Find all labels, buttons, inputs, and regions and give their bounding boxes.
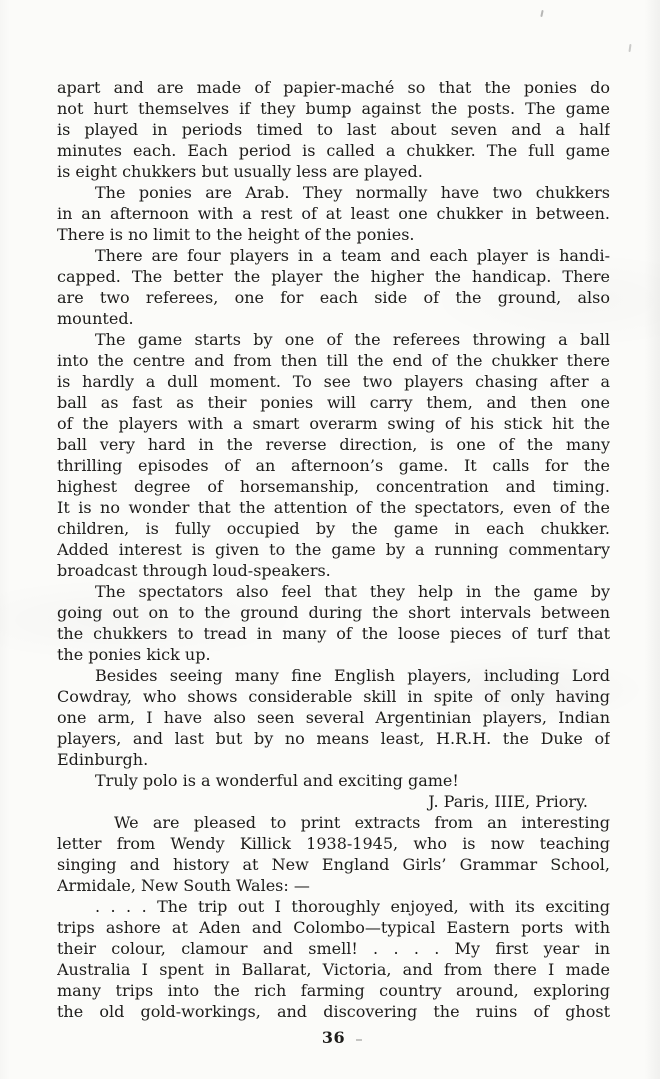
text-line: thrilling episodes of an afternoon’s game. It calls for the bbox=[57, 456, 610, 475]
text-line: Truly polo is a wonderful and exciting game! bbox=[95, 771, 459, 790]
text-line: are two referees, one for each side of the ground, also bbox=[57, 288, 610, 307]
text-line: It is no wonder that the attention of the spectators, even of the bbox=[57, 498, 610, 517]
paragraph bbox=[57, 770, 610, 791]
text-line: trips ashore at Aden and Colombo—typical Eastern ports with bbox=[57, 918, 610, 937]
text-line: into the centre and from then till the end of the chukker there bbox=[57, 351, 610, 370]
text-line: in an afternoon with a rest of at least one chukker in between. bbox=[57, 204, 610, 223]
paragraph bbox=[57, 182, 610, 245]
text-line: capped. The better the player the higher the handicap. There bbox=[57, 267, 610, 286]
text-line: letter from Wendy Killick 1938-1945, who is now teaching bbox=[57, 834, 610, 853]
text-line: the ponies kick up. bbox=[57, 645, 211, 664]
text-line: not hurt themselves if they bump against the posts. The game bbox=[57, 99, 610, 118]
paragraph bbox=[57, 896, 610, 1022]
text-line: mounted. bbox=[57, 309, 134, 328]
text-line: minutes each. Each period is called a chukker. The full game bbox=[57, 141, 610, 160]
paragraph bbox=[57, 812, 610, 896]
page-number: 36 bbox=[321, 1028, 346, 1047]
signature bbox=[57, 791, 610, 812]
text-line: ball as fast as their ponies will carry them, and then one bbox=[57, 393, 610, 412]
text-line: There is no limit to the height of the ponies. bbox=[57, 225, 415, 244]
text-line: players, and last but by no means least, H.R.H. the Duke of bbox=[57, 729, 610, 748]
text-line: Armidale, New South Wales: — bbox=[57, 876, 310, 895]
text-line: singing and history at New England Girls’ Grammar School, bbox=[57, 855, 610, 874]
text-line: Edinburgh. bbox=[57, 750, 149, 769]
text-line: of the players with a smart overarm swing of his stick hit the bbox=[57, 414, 610, 433]
text-line: The ponies are Arab. They normally have two chukkers bbox=[95, 183, 610, 202]
text-line: ball very hard in the reverse direction, is one of the many bbox=[57, 435, 610, 454]
text-line: is eight chukkers but usually less are played. bbox=[57, 162, 423, 181]
scan-speck bbox=[356, 1039, 362, 1041]
paragraph bbox=[57, 665, 610, 770]
text-line: is hardly a dull moment. To see two players chasing after a bbox=[57, 372, 610, 391]
text-line: The spectators also feel that they help in the game by bbox=[95, 582, 610, 601]
text-line: their colour, clamour and smell! . . . . My first year in bbox=[57, 939, 610, 958]
text-line: The game starts by one of the referees throwing a ball bbox=[95, 330, 610, 349]
text-line: one arm, I have also seen several Argentinian players, Indian bbox=[57, 708, 610, 727]
paragraph bbox=[57, 77, 610, 182]
scan-speck bbox=[628, 44, 631, 52]
text-line: Cowdray, who shows considerable skill in spite of only having bbox=[57, 687, 610, 706]
paragraph bbox=[57, 245, 610, 329]
text-line: many trips into the rich farming country around, exploring bbox=[57, 981, 610, 1000]
text-line: We are pleased to print extracts from an interesting bbox=[114, 813, 610, 832]
text-line: Added interest is given to the game by a running commentary bbox=[57, 540, 610, 559]
text-line: broadcast through loud-speakers. bbox=[57, 561, 331, 580]
text-line: Australia I spent in Ballarat, Victoria, and from there I made bbox=[57, 960, 610, 979]
text-line: children, is fully occupied by the game in each chukker. bbox=[57, 519, 610, 538]
text-line: Besides seeing many fine English players, including Lord bbox=[95, 666, 610, 685]
text-line: going out on to the ground during the short intervals between bbox=[57, 603, 610, 622]
signature-line: J. Paris, IIIE, Priory. bbox=[428, 792, 588, 811]
paragraph bbox=[57, 581, 610, 665]
paragraph bbox=[57, 329, 610, 581]
text-line: . . . . The trip out I thoroughly enjoyed, with its exciting bbox=[95, 897, 610, 916]
text-line: is played in periods timed to last about seven and a half bbox=[57, 120, 610, 139]
text-line: highest degree of horsemanship, concentration and timing. bbox=[57, 477, 610, 496]
text-line: the old gold-workings, and discovering the ruins of ghost bbox=[57, 1002, 610, 1021]
text-line: apart and are made of papier-maché so that the ponies do bbox=[57, 78, 610, 97]
article-text bbox=[57, 77, 610, 1022]
text-line: There are four players in a team and each player is handi- bbox=[95, 246, 610, 265]
text-line: the chukkers to tread in many of the loose pieces of turf that bbox=[57, 624, 610, 643]
scan-speck bbox=[540, 10, 543, 17]
